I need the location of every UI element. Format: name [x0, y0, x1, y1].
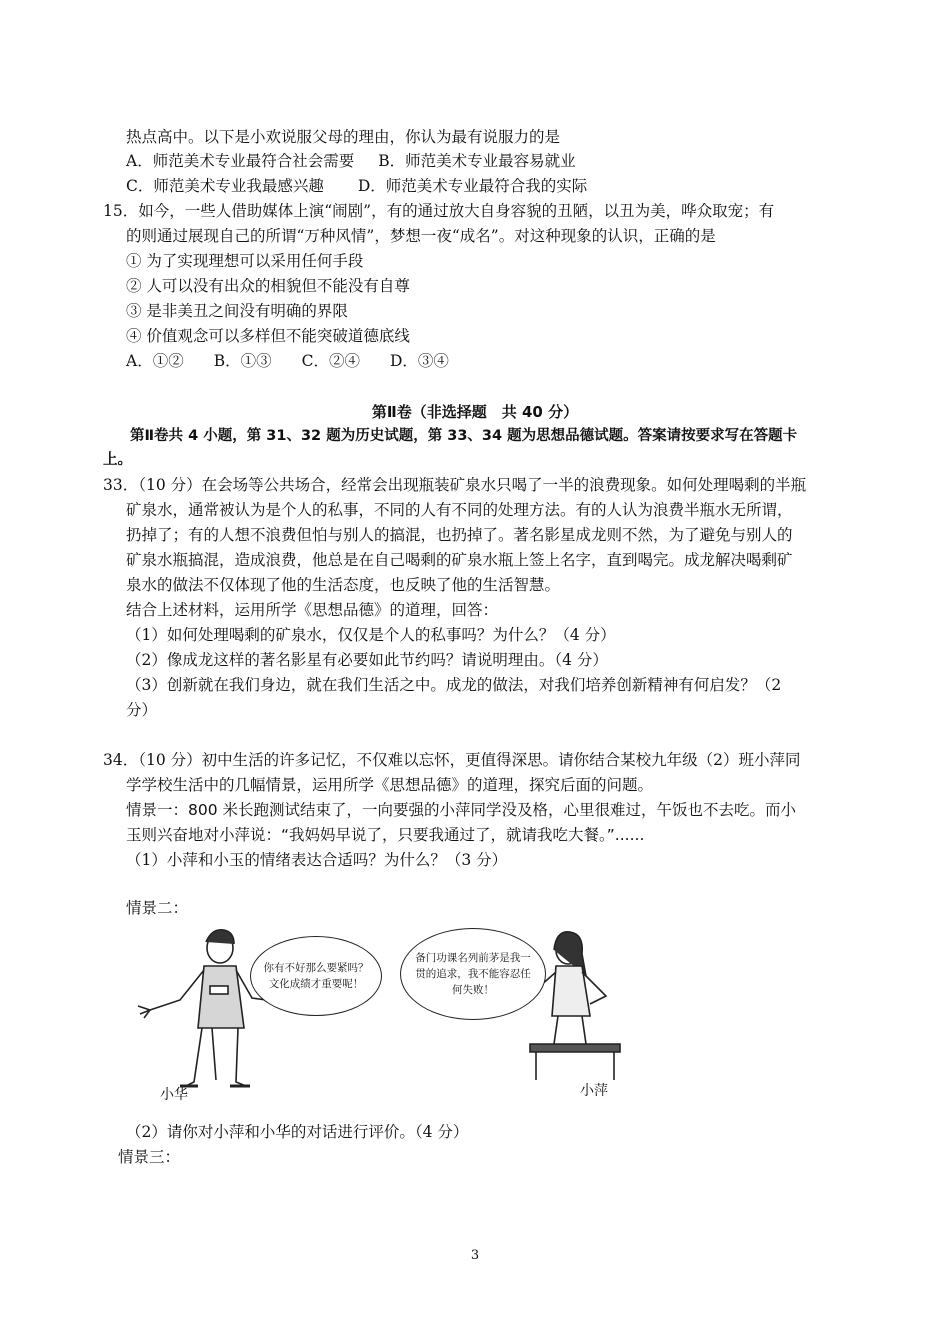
section2-instructions-line1: 第Ⅱ卷共 4 小题，第 31、32 题为历史试题，第 33、34 题为思想品德试题。答案请按要求写在答题卡 — [130, 428, 798, 444]
xiaohua-name-label: 小华 — [160, 1087, 188, 1103]
q33-stem-line1 — [103, 474, 806, 496]
q34-scene1-line1: 情景一：800 米长跑测试结束了，一向要强的小萍同学没及格，心里很难过，午饭也不去吃。而小 — [126, 801, 797, 819]
q14-options-row2 — [126, 175, 587, 197]
q34-sub2: （2）请你对小萍和小华的对话进行评价。（4 分） — [126, 1123, 469, 1141]
q14-options-row1 — [126, 150, 576, 172]
q33-material-line4: 矿泉水瓶搞混，造成浪费，他总是在自己喝剩的矿泉水瓶上签上名字，直到喝完。成龙解决喝剩矿 — [126, 551, 793, 569]
q14-option-d: D．师范美术专业最符合我的实际 — [357, 177, 588, 195]
q15-option-c: C．②④ — [301, 352, 360, 370]
q15-item-2: ② 人可以没有出众的相貌但不能没有自尊 — [126, 277, 410, 295]
q15-options — [126, 350, 449, 372]
q15-item-3: ③ 是非美丑之间没有明确的界限 — [126, 302, 348, 320]
xiaoping-figure — [530, 932, 620, 1080]
q14-stem-tail: 热点高中。以下是小欢说服父母的理由，你认为最有说服力的是 — [126, 128, 561, 146]
q34-sub1: （1）小萍和小玉的情绪表达合适吗？为什么？（3 分） — [126, 851, 508, 869]
xiaoping-name-label: 小萍 — [580, 1083, 608, 1099]
xiaoping-speech-bubble: 备门功课名列前茅是我一贯的追求，我不能容忍任何失败！ — [400, 928, 546, 1020]
q15-stem-line1: 15．如今，一些人借助媒体上演“闹剧”，有的通过放大自身容貌的丑陋，以丑为美，哗众取宠；有 — [103, 202, 775, 220]
q33-sub1: （1）如何处理喝剩的矿泉水，仅仅是个人的私事吗？为什么？（4 分） — [126, 626, 616, 644]
q33-sub2: （2）像成龙这样的著名影星有必要如此节约吗？请说明理由。（4 分） — [126, 651, 608, 669]
q34-scene3-label: 情景三： — [118, 1148, 181, 1166]
q33-material-line3: 扔掉了；有的人想不浪费但怕与别人的搞混，也扔掉了。著名影星成龙则不然，为了避免与别人的 — [126, 526, 793, 544]
q33-number: 33．（10 分） — [103, 476, 202, 494]
q34-scene2-label: 情景二： — [126, 899, 189, 917]
section2-title: 第Ⅱ卷（非选择题 共 40 分） — [371, 403, 579, 421]
q33-material-line1: 在会场等公共场合，经常会出现瓶装矿泉水只喝了一半的浪费现象。如何处理喝剩的半瓶 — [201, 476, 807, 494]
q34-stem-line2: 学学校生活中的几幅情景，运用所学《思想品德》的道理，探究后面的问题。 — [126, 776, 654, 794]
q14-option-b: B．师范美术专业最容易就业 — [378, 152, 576, 170]
xiaohua-figure — [138, 930, 266, 1086]
q33-sub3-line1: （3）创新就在我们身边，就在我们生活之中。成龙的做法，对我们培养创新精神有何启发？（2 — [126, 676, 782, 694]
q33-sub3-line2: 分） — [126, 701, 158, 719]
q14-option-c: C．师范美术专业我最感兴趣 — [126, 177, 324, 195]
q34-scene1-line2: 玉则兴奋地对小萍说：“我妈妈早说了，只要我通过了，就请我吃大餐。”...... — [126, 826, 645, 844]
section2-instructions-line2: 上。 — [103, 452, 132, 468]
q14-option-a: A．师范美术专业最符合社会需要 — [126, 152, 355, 170]
q33-prompt: 结合上述材料，运用所学《思想品德》的道理，回答： — [126, 601, 499, 619]
q15-option-d: D．③④ — [389, 352, 449, 370]
xiaohua-speech-bubble: 你有不好那么要紧吗？文化成绩才重要呢！ — [250, 936, 382, 1016]
scene2-illustration — [120, 920, 680, 1110]
q33-material-line5: 泉水的做法不仅体现了他的生活态度，也反映了他的生活智慧。 — [126, 576, 561, 594]
q15-option-a: A．①② — [126, 352, 184, 370]
q15-stem-line2: 的则通过展现自己的所谓“万种风情”，梦想一夜“成名”。对这种现象的认识，正确的是 — [126, 227, 716, 245]
q15-option-b: B．①③ — [213, 352, 272, 370]
q15-item-4: ④ 价值观念可以多样但不能突破道德底线 — [126, 327, 410, 345]
q33-material-line2: 矿泉水，通常被认为是个人的私事，不同的人有不同的处理方法。有的人认为浪费半瓶水无所谓， — [126, 501, 793, 519]
page-number: 3 — [470, 1248, 480, 1263]
q15-item-1: ① 为了实现理想可以采用任何手段 — [126, 252, 364, 270]
q34-stem-line1: 34．（10 分）初中生活的许多记忆，不仅难以忘怀，更值得深思。请你结合某校九年级（2）班小萍同 — [103, 751, 801, 769]
